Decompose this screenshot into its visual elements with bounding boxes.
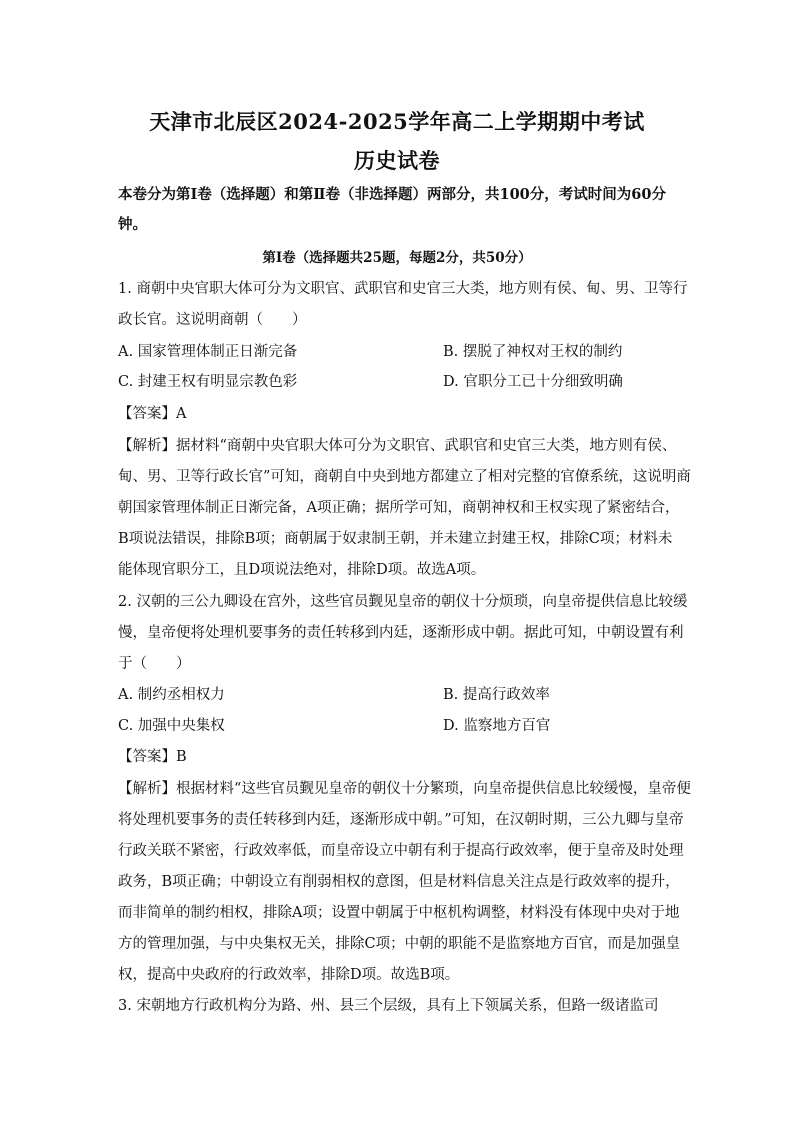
q2-analysis-line-1: 【解析】根据材料“这些官员觐见皇帝的朝仪十分繁琐，向皇帝提供信息比较缓慢，皇帝便: [118, 781, 691, 797]
intro-line-1: 本卷分为第Ⅰ卷（选择题）和第Ⅱ卷（非选择题）两部分，共100分，考试时间为60分: [118, 186, 666, 203]
q2-option-c: C. 加强中央集权: [118, 718, 225, 734]
section-heading: 第Ⅰ卷（选择题共25题，每题2分，共50分）: [262, 250, 532, 266]
q1-analysis-line-1: 【解析】据材料“商朝中央官职大体可分为文职官、武职官和史官三大类，地方则有侯、: [118, 438, 677, 454]
q2-analysis-line-7: 权，提高中央政府的行政效率，排除D项。故选B项。: [118, 967, 460, 983]
q2-analysis-line-4: 政务，B项正确；中朝设立有削弱相权的意图，但是材料信息关注点是行政效率的提升，: [118, 874, 680, 890]
q2-stem-line-3: 于（ ）: [118, 656, 191, 672]
exam-title: 天津市北辰区2024-2025学年高二上学期期中考试: [149, 109, 645, 134]
intro-line-2: 钟。: [118, 216, 147, 233]
q2-option-a: A. 制约丞相权力: [118, 687, 225, 703]
q2-analysis-line-5: 而非简单的制约相权，排除A项；设置中朝属于中枢机构调整，材料没有体现中央对于地: [118, 905, 680, 921]
exam-subtitle: 历史试卷: [354, 148, 440, 173]
q2-option-d: D. 监察地方百官: [443, 718, 551, 734]
q2-stem-line-1: 2. 汉朝的三公九卿设在宫外，这些官员觐见皇帝的朝仪十分烦琐，向皇帝提供信息比较缓: [118, 594, 688, 610]
q2-analysis-line-3: 行政关联不紧密，行政效率低，而皇帝设立中朝有利于提高行政效率，便于皇帝及时处理: [118, 843, 684, 859]
q2-option-b: B. 提高行政效率: [443, 687, 550, 703]
q1-stem-line-2: 政长官。这说明商朝（ ）: [118, 312, 307, 328]
q1-option-d: D. 官职分工已十分细致明确: [443, 374, 623, 390]
q2-stem-line-2: 慢，皇帝便将处理机要事务的责任转移到内廷，逐渐形成中朝。据此可知，中朝设置有利: [118, 625, 684, 641]
q1-analysis-line-3: 朝国家管理体制正日渐完备，A项正确；据所学可知，商朝神权和王权实现了紧密结合，: [118, 500, 680, 516]
q3-stem-line-1: 3. 宋朝地方行政机构分为路、州、县三个层级，具有上下领属关系，但路一级诸监司: [118, 998, 659, 1014]
analysis-label: 【解析】: [118, 438, 176, 454]
analysis-label: 【解析】: [118, 781, 176, 797]
q1-option-c: C. 封建王权有明显宗教色彩: [118, 374, 298, 390]
q2-answer: 【答案】B: [118, 749, 187, 765]
q2-analysis-line-6: 方的管理加强，与中央集权无关，排除C项；中朝的职能不是监察地方百官，而是加强皇: [118, 936, 681, 952]
q1-answer: 【答案】A: [118, 406, 187, 422]
q2-analysis-line-2: 将处理机要事务的责任转移到内廷，逐渐形成中朝。”可知，在汉朝时期，三公九卿与皇帝: [118, 812, 684, 828]
q1-analysis-line-5: 能体现官职分工，且D项说法绝对，排除D项。故选A项。: [118, 562, 486, 578]
q1-option-a: A. 国家管理体制正日渐完备: [118, 344, 298, 360]
q1-analysis-line-4: B项说法错误，排除B项；商朝属于奴隶制王朝，并未建立封建王权，排除C项；材料未: [118, 531, 673, 547]
q1-option-b: B. 摆脱了神权对王权的制约: [443, 344, 623, 360]
q1-analysis-line-2: 甸、男、卫等行政长官”可知，商朝自中央到地方都建立了相对完整的官僚系统，这说明商: [118, 469, 691, 485]
q1-stem-line-1: 1. 商朝中央官职大体可分为文职官、武职官和史官三大类，地方则有侯、甸、男、卫等行: [118, 281, 688, 297]
